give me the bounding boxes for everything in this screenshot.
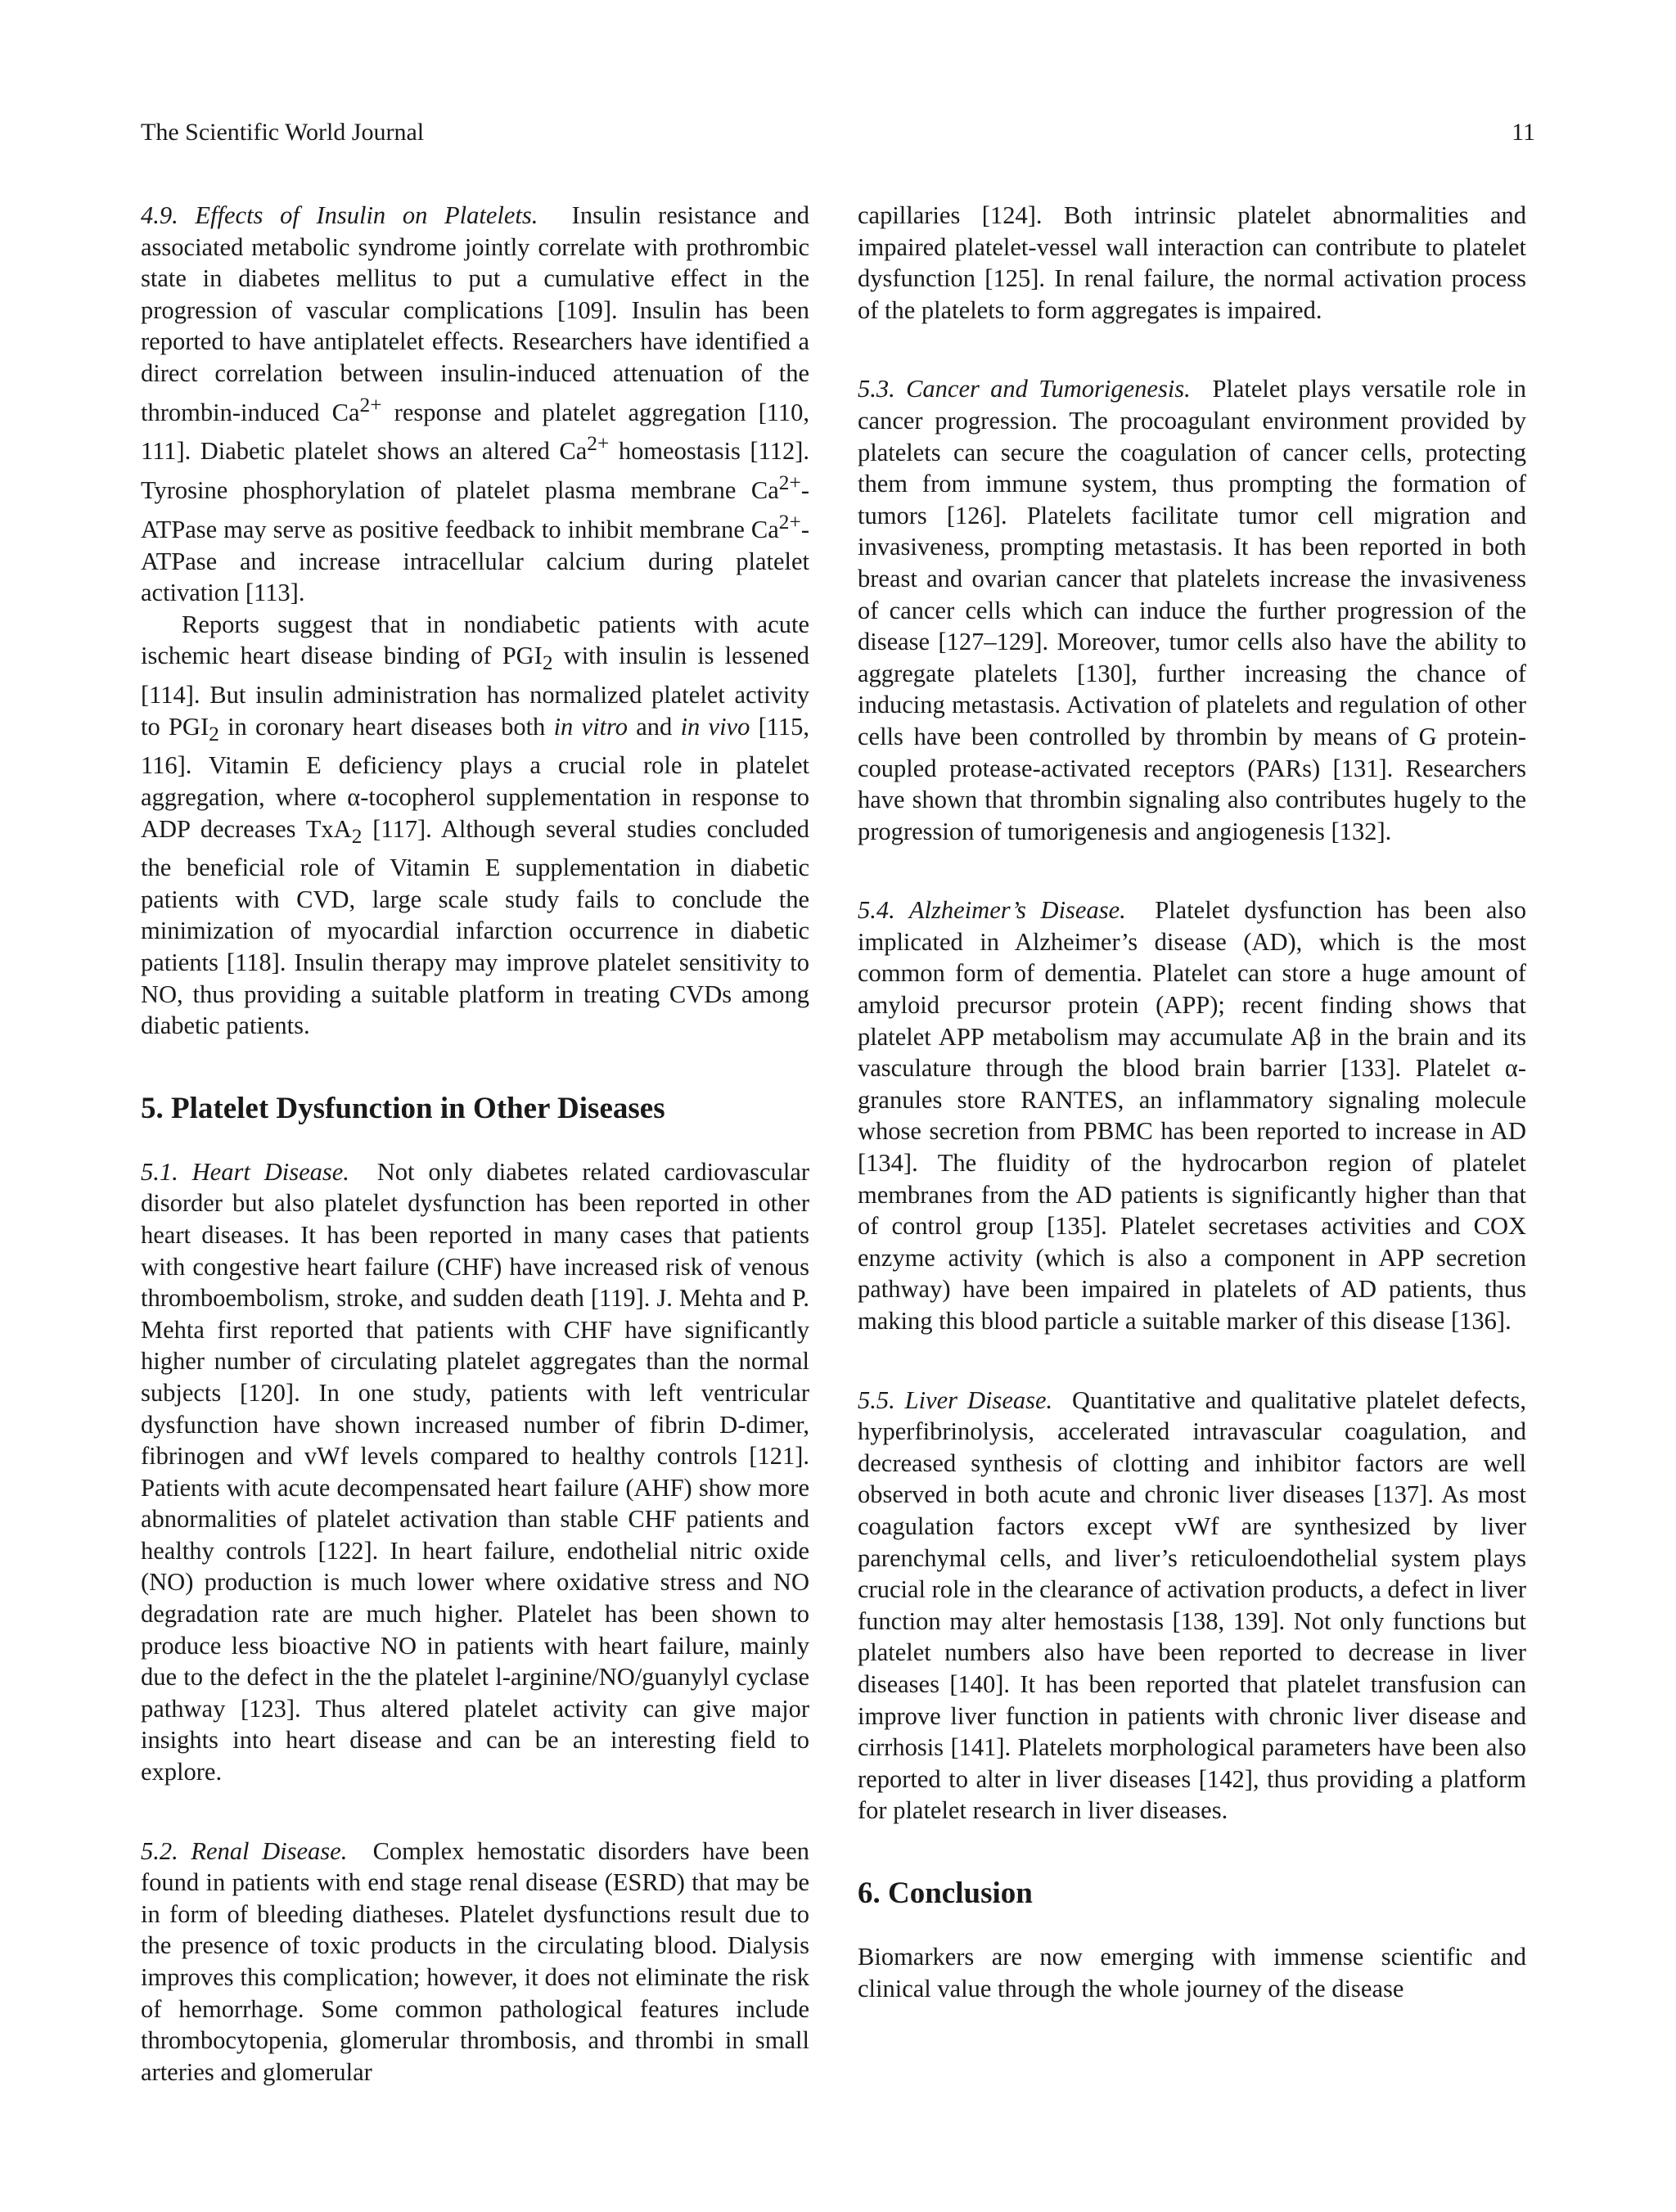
section-5-5-title: 5.5. Liver Disease.	[858, 1385, 1053, 1414]
section-5-1-paragraph: 5.1. Heart Disease. Not only diabetes related cardiovascular disorder but also platelet dysfunction has been reported in other heart diseases. It has been reported in many cases that patients with congestive heart failure (CHF) have increased risk of venous thromboembolism, stroke, and sudden death [119]. J. Mehta and P. Mehta first reported that patients with CHF have significantly higher number of circulating platelet aggregates than the normal subjects [120]. In one study, patients with left ventricular dysfunction have shown increased number of fibrin D-dimer, fibrinogen and vWf levels compared to healthy controls [121]. Patients with acute decompensated heart failure (AHF) show more abnormalities of platelet activation than stable CHF patients and healthy controls [122]. In heart failure, endothelial nitric oxide (NO) production is much lower where oxidative stress and NO degradation rate are much higher. Platelet has been shown to produce less bioactive NO in patients with heart failure, mainly due to the defect in the the platelet l-arginine/NO/guanylyl cyclase pathway [123]. Thus altered platelet activity can give major insights into heart disease and can be an interesting field to explore.	[141, 1157, 810, 1786]
section-5-3-paragraph: 5.3. Cancer and Tumorigenesis. Platelet plays versatile role in cancer progression. The procoagulant environment provided by platelets can secure the coagulation of cancer cells, protecting them from immune system, thus prompting the formation of tumors [126]. Platelets facilitate tumor cell migration and invasiveness, prompting metastasis. It has been reported in both breast and ovarian cancer that platelets increase the invasiveness of cancer cells which can induce the further progression of the disease [127–129]. Moreover, tumor cells also have the ability to aggregate platelets [130], further increasing the chance of inducing metastasis. Activation of platelets and regulation of other cells have been controlled by thrombin by means of G protein-coupled protease-activated receptors (PARs) [131]. Researchers have shown that thrombin signaling also contributes hugely to the progression of tumorigenesis and angiogenesis [132].	[858, 375, 1526, 845]
section-5-1-title: 5.1. Heart Disease.	[141, 1157, 349, 1186]
section-4-9-paragraph-2: Reports suggest that in nondiabetic patients with acute ischemic heart disease binding of $PGI_2$ with insulin is lessened [114]. But insulin administration has normalized platelet activity to $PGI_2$ in coronary heart diseases both in vitro and in vivo [115, 116]. Vitamin E deficiency plays a crucial role in platelet aggregation, where α-tocopherol supplementation in response to ADP decreases TxA$_2$ [117]. Although several studies concluded the beneficial role of Vitamin E supplementation in diabetic patients with CVD, large scale study fails to conclude the minimization of myocardial infarction occurrence in diabetic patients [118]. Insulin therapy may improve platelet sensitivity to NO, thus providing a suitable platform in treating CVDs among diabetic patients.	[141, 610, 810, 1040]
section-4-9-paragraph-1: 4.9. Effects of Insulin on Platelets. Insulin resistance and associated metabolic syndrome jointly correlate with prothrombic state in diabetes mellitus to put a cumulative effect in the progression of vascular complications [109]. Insulin has been reported to have antiplatelet effects. Researchers have identified a direct correlation between insulin-induced attenuation of the thrombin-induced $Ca^{2+}$ response and platelet aggregation [110, 111]. Diabetic platelet shows an altered $Ca^{2+}$ homeostasis [112]. Tyrosine phosphorylation of platelet plasma membrane $Ca^{2+}$-ATPase may serve as positive feedback to inhibit membrane $Ca^{2+}$-ATPase and increase intracellular calcium during platelet activation [113].	[141, 201, 809, 607]
section-5-heading: 5. Platelet Dysfunction in Other Diseases	[141, 1091, 665, 1125]
section-4-9-title: 4.9. Effects of Insulin on Platelets.	[141, 201, 538, 229]
running-head	[141, 116, 1535, 149]
paragraph-gap	[858, 847, 1526, 894]
section-6-heading: 6. Conclusion	[858, 1876, 1033, 1910]
paragraph-gap	[858, 1337, 1526, 1385]
section-5-3-title: 5.3. Cancer and Tumorigenesis.	[858, 375, 1191, 403]
journal-title: The Scientific World Journal	[141, 119, 425, 146]
section-6-paragraph: Biomarkers are now emerging with immense scientific and clinical value through the whole journey of the disease	[858, 1942, 1526, 2003]
section-5-4-title: 5.4. Alzheimer’s Disease.	[858, 896, 1126, 925]
section-5-5-paragraph: 5.5. Liver Disease. Quantitative and qualitative platelet defects, hyperfibrinolysis, accelerated intravascular coagulation, and decreased synthesis of clotting and inhibitor factors are well observed in both acute and chronic liver diseases [137]. As most coagulation factors except vWf are synthesized by liver parenchymal cells, and liver’s reticuloendothelial system plays crucial role in the clearance of activation products, a defect in liver function may alter hemostasis [138, 139]. Not only functions but platelet numbers also have been reported to decrease in liver diseases [140]. It has been reported that platelet transfusion can improve liver function in patients with chronic liver disease and cirrhosis [141]. Platelets morphological parameters have been also reported to alter in liver diseases [142], thus providing a platform for platelet research in liver diseases.	[858, 1385, 1526, 1825]
right-column	[858, 200, 1526, 2004]
paragraph-gap	[141, 1788, 809, 1836]
section-5-2-continuation: capillaries [124]. Both intrinsic platelet abnormalities and impaired platelet-vessel wall interaction can contribute to platelet dysfunction [125]. In renal failure, the normal activation process of the platelets to form aggregates is impaired.	[858, 201, 1526, 324]
section-5-2-paragraph: 5.2. Renal Disease. Complex hemostatic disorders have been found in patients with end stage renal disease (ESRD) that may be in form of bleeding diatheses. Platelet dysfunctions result due to the presence of toxic products in the circulating blood. Dialysis improves this complication; however, it does not eliminate the risk of hemorrhage. Some common pathological features include thrombocytopenia, glomerular thrombosis, and thrombi in small arteries and glomerular	[141, 1836, 809, 2086]
section-5-4-paragraph: 5.4. Alzheimer’s Disease. Platelet dysfunction has been also implicated in Alzheimer’s disease (AD), which is the most common form of dementia. Platelet can store a huge amount of amyloid precursor protein (APP); recent finding shows that platelet APP metabolism may accumulate Aβ in the brain and its vasculature through the blood brain barrier [133]. Platelet α-granules store RANTES, an inflammatory signaling molecule whose secretion from PBMC has been reported to increase in AD [134]. The fluidity of the hydrocarbon region of platelet membranes from the AD patients is significantly higher than that of control group [135]. Platelet secretases activities and COX enzyme activity (which is also a component in APP secretion pathway) have been impaired in platelets of AD patients, thus making this blood particle a suitable marker of this disease [136].	[858, 896, 1526, 1335]
left-column	[141, 200, 809, 2088]
page-number: 11	[1512, 119, 1535, 146]
paragraph-gap	[858, 326, 1526, 373]
section-5-2-title: 5.2. Renal Disease.	[141, 1836, 348, 1865]
